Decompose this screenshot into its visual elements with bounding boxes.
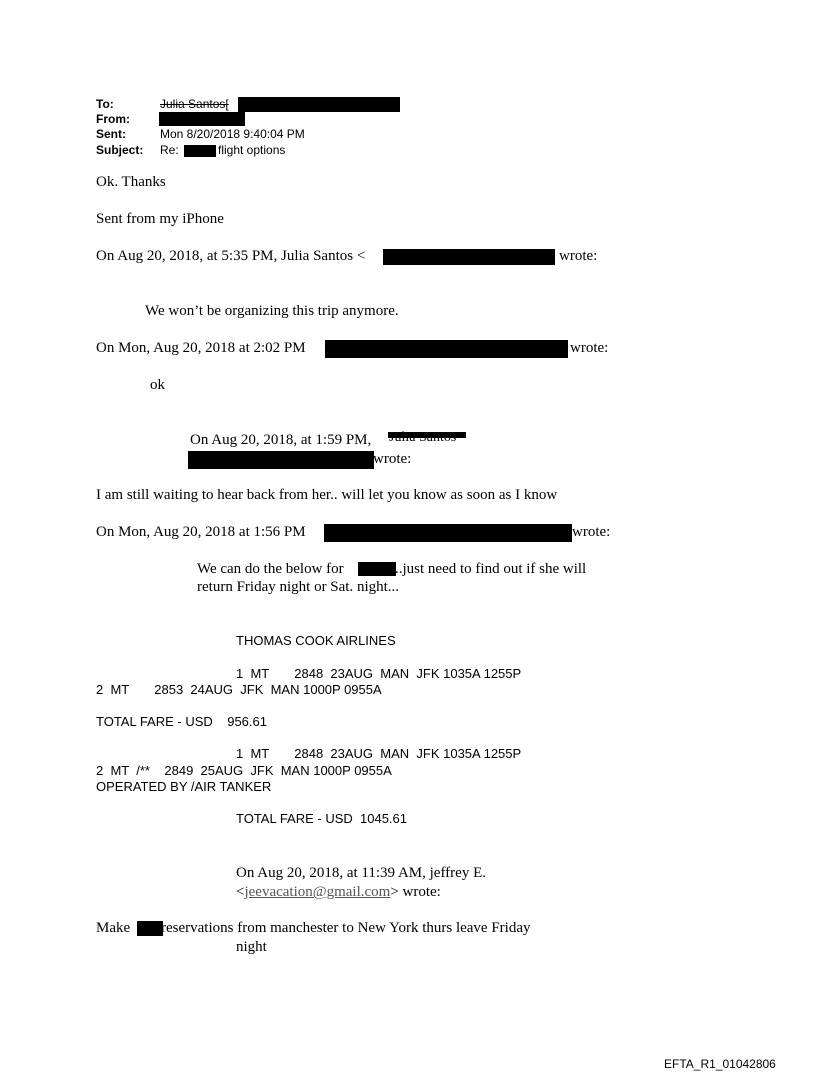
quote-header-2-wrote: wrote: — [570, 340, 609, 356]
message-below-line1: We can do the below for — [197, 561, 344, 577]
quote-header-4-wrote: wrote: — [572, 524, 611, 540]
to-label: To: — [96, 97, 114, 111]
option2-segment2: 2 MT /** 2849 25AUG JFK MAN 1000P 0955A — [96, 763, 392, 778]
sent-value: Mon 8/20/2018 9:40:04 PM — [160, 127, 305, 141]
option1-total: TOTAL FARE - USD 956.61 — [96, 714, 267, 729]
option2-segment1: 1 MT 2848 23AUG MAN JFK 1035A 1255P — [236, 746, 522, 761]
message-waiting: I am still waiting to hear back from her.. will let you know as soon as I know — [96, 487, 558, 503]
option2-total: TOTAL FARE - USD 1045.61 — [236, 811, 407, 826]
document-id: EFTA_R1_01042806 — [664, 1057, 776, 1071]
redaction-quote3-email — [188, 451, 374, 469]
message-make: Make — [96, 920, 131, 936]
redaction-make — [137, 921, 163, 936]
signature-text: Sent from my iPhone — [96, 211, 224, 227]
message-below-line1-rest: ..just need to find out if she will — [395, 561, 587, 577]
redaction-to-email — [238, 97, 400, 112]
quote-header-2: On Mon, Aug 20, 2018 at 2:02 PM — [96, 340, 306, 356]
option1-segment2: 2 MT 2853 24AUG JFK MAN 1000P 0955A — [96, 682, 382, 697]
email-lt: < — [236, 884, 245, 900]
redaction-passenger — [358, 562, 396, 576]
quote-header-3: On Aug 20, 2018, at 1:59 PM, — [190, 432, 372, 448]
message-make-line2: night — [236, 939, 267, 955]
quote-header-4: On Mon, Aug 20, 2018 at 1:56 PM — [96, 524, 306, 540]
sent-label: Sent: — [96, 127, 126, 141]
from-label: From: — [96, 112, 130, 126]
to-value: Julia Santos[ — [160, 97, 229, 111]
quote-header-1-wrote: wrote: — [559, 248, 598, 264]
option1-segment1: 1 MT 2848 23AUG MAN JFK 1035A 1255P — [236, 666, 522, 681]
redaction-from — [159, 112, 245, 126]
email-wrote: > wrote: — [390, 884, 441, 900]
quote-header-1: On Aug 20, 2018, at 5:35 PM, Julia Santos < — [96, 248, 366, 264]
quote-header-5-line2 — [236, 884, 441, 901]
subject-label: Subject: — [96, 143, 144, 157]
reply-text: Ok. Thanks — [96, 174, 166, 190]
redaction-quote1-email — [383, 249, 555, 265]
message-trip: We won’t be organizing this trip anymore. — [145, 303, 399, 319]
message-ok: ok — [150, 377, 165, 393]
redaction-quote4-sender — [324, 524, 572, 542]
message-make-rest: reservations from manchester to New York thurs leave Friday — [161, 920, 531, 936]
airline-name: THOMAS COOK AIRLINES — [236, 633, 396, 648]
quote-header-5: On Aug 20, 2018, at 11:39 AM, jeffrey E. — [236, 865, 486, 881]
subject-prefix: Re: — [160, 143, 179, 157]
email-link[interactable]: jeevacation@gmail.com — [244, 884, 391, 900]
quote-header-3-wrote: wrote: — [373, 451, 412, 467]
message-below-line2: return Friday night or Sat. night... — [197, 579, 400, 595]
subject-rest: flight options — [218, 143, 286, 157]
option2-operated: OPERATED BY /AIR TANKER — [96, 779, 272, 794]
redaction-quote3-name — [388, 432, 466, 438]
redaction-quote2-sender — [325, 340, 568, 358]
redaction-subject — [184, 145, 216, 157]
